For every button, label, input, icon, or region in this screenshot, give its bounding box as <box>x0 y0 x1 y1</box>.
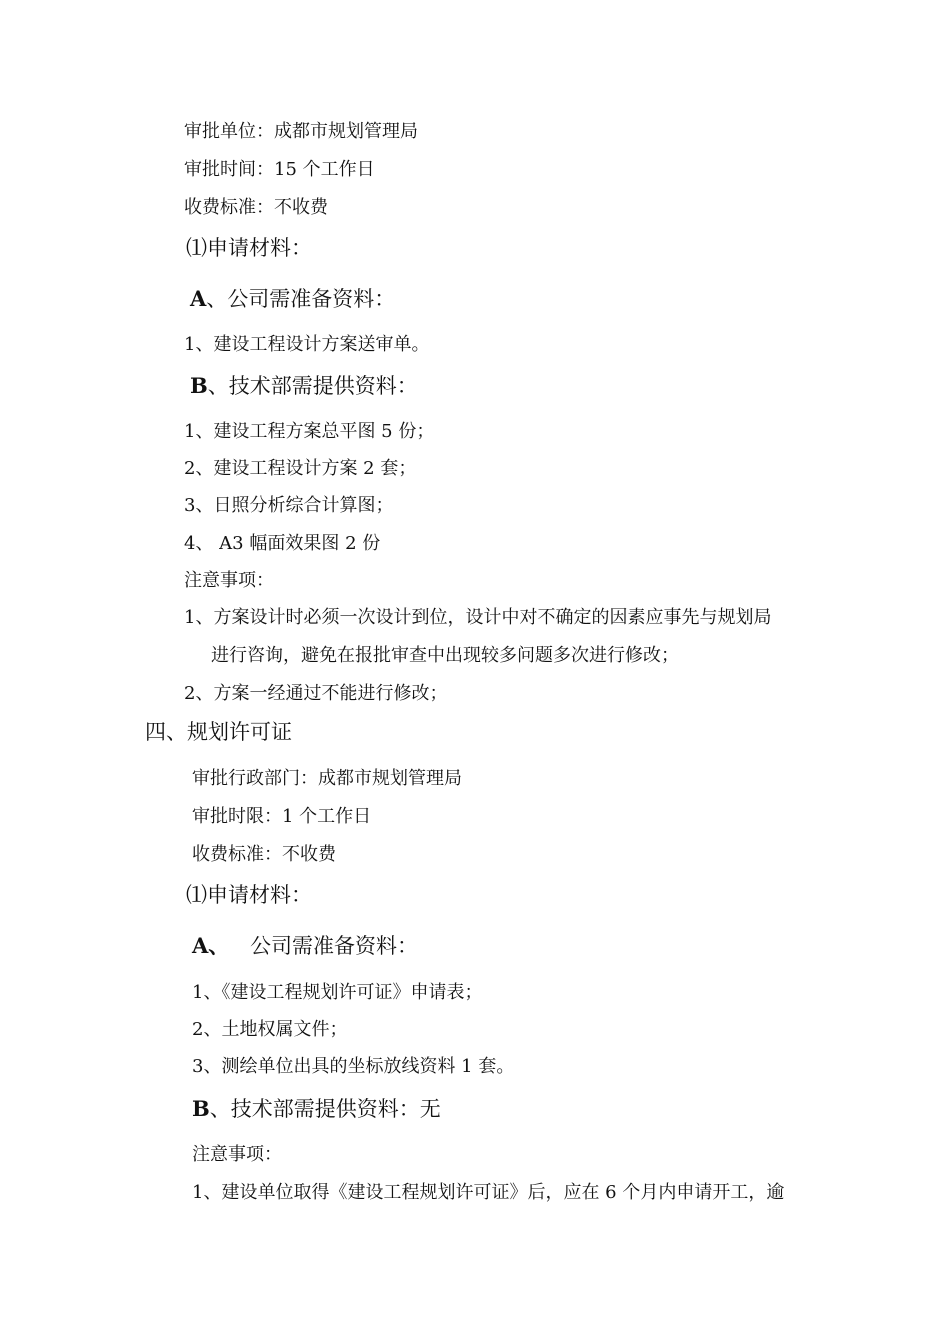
approval-time: 审批时间：15 个工作日 <box>184 159 375 180</box>
list-item: 2、土地权属文件； <box>192 1019 348 1040</box>
tech-materials-heading <box>190 375 418 397</box>
approval-unit: 审批单位：成都市规划管理局 <box>184 121 418 142</box>
heading-text: 、公司需准备资料： <box>206 287 396 311</box>
note-line: 1、建设单位取得《建设工程规划许可证》后，应在 6 个月内申请开工，逾 <box>192 1182 785 1203</box>
heading-letter: B <box>192 1096 210 1121</box>
fee-standard: 收费标准：不收费 <box>192 844 336 865</box>
heading-text: 公司需准备资料： <box>250 934 418 958</box>
company-materials-heading <box>192 935 418 957</box>
materials-heading: ⑴申请材料： <box>186 236 312 260</box>
heading-text: 、技术部需提供资料：无 <box>209 1097 441 1121</box>
notes-heading: 注意事项： <box>184 570 274 591</box>
list-item: 2、建设工程设计方案 2 套； <box>184 458 417 479</box>
note-line: 2、方案一经通过不能进行修改； <box>184 683 448 704</box>
note-line: 进行咨询，避免在报批审查中出现较多问题多次进行修改； <box>211 645 679 666</box>
list-item: 3、测绘单位出具的坐标放线资料 1 套。 <box>192 1056 515 1077</box>
list-item: 3、日照分析综合计算图； <box>184 495 394 516</box>
heading-text: 、技术部需提供资料： <box>207 374 418 398</box>
heading-letter: A <box>190 286 207 311</box>
section-title: 四、规划许可证 <box>145 720 292 744</box>
list-item: 4、 A3 幅面效果图 2 份 <box>184 533 381 554</box>
heading-letter: B <box>190 373 208 398</box>
tech-materials-heading <box>192 1098 441 1120</box>
approval-limit: 审批时限：1 个工作日 <box>192 806 372 827</box>
approval-dept: 审批行政部门：成都市规划管理局 <box>192 768 462 789</box>
heading-letter: A、 <box>192 933 230 958</box>
list-item: 1、建设工程设计方案送审单。 <box>184 334 430 355</box>
list-item: 1、建设工程方案总平图 5 份； <box>184 421 435 442</box>
materials-heading: ⑴申请材料： <box>186 883 312 907</box>
fee-standard: 收费标准：不收费 <box>184 197 328 218</box>
list-item: 1、《建设工程规划许可证》申请表； <box>192 982 483 1003</box>
company-materials-heading <box>190 288 395 310</box>
note-line: 1、方案设计时必须一次设计到位，设计中对不确定的因素应事先与规划局 <box>184 607 772 628</box>
notes-heading: 注意事项： <box>192 1144 282 1165</box>
